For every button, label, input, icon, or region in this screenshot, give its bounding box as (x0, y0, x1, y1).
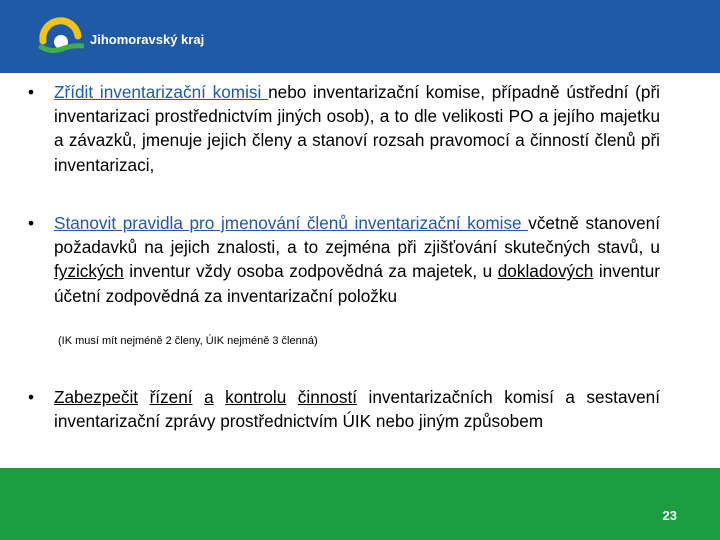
bullet-item-1 (54, 80, 660, 177)
jihomoravsky-kraj-logo-icon (38, 16, 84, 56)
bullet-2-text-2: inventur vždy osoba zodpovědná za majetek, u (123, 261, 498, 282)
bullet-2-text-3: inventur účetní zodpovědná za inventarizační položku (54, 261, 660, 306)
bullet-3-underline-3: a (204, 387, 214, 407)
footer-bar (0, 468, 720, 540)
bullet-3-underline-2: řízení (149, 387, 193, 407)
bullet-item-2 (54, 211, 660, 308)
bullet-2-underline-2: dokladových (497, 261, 594, 282)
bullet-1-link[interactable]: Zřídit inventarizační komisi (54, 82, 269, 102)
bullet-2-text-1: včetně stanovení požadavků na jejich znalosti, a to zejména při zjišťování skutečných stavů, u (54, 213, 661, 258)
page-number: 23 (662, 508, 677, 523)
bullet-1-text: nebo inventarizační komise, případně ústřední (při inventarizaci prostřednictvím jiných osob), a to dle velikosti PO a jejího majetku a závazků, jmenuje jejich členy a stanoví rozsah pravomocí a činností členů při inventarizaci, (54, 82, 660, 175)
bullet-3-underline-4: kontrolu (225, 387, 287, 407)
bullet-3-underline-1: Zabezpečit (54, 387, 139, 407)
bullet-2-underline-1: fyzických (54, 261, 124, 282)
bullet-2-note: (IK musí mít nejméně 2 členy, ÚIK nejméně 3 členná) (58, 335, 318, 347)
bullet-item-3 (54, 385, 660, 433)
bullet-3-underline-5: činností (297, 387, 358, 407)
bullet-2-link[interactable]: Stanovit pravidla pro jmenování členů inventarizační komise (54, 213, 529, 233)
header-bar (0, 0, 720, 73)
slide-content (0, 73, 720, 468)
brand-name: Jihomoravský kraj (90, 32, 205, 47)
bullet-3-text: inventarizačních komisí a sestavení inventarizační zprávy prostřednictvím ÚIK nebo jiným způsobem (54, 387, 660, 432)
